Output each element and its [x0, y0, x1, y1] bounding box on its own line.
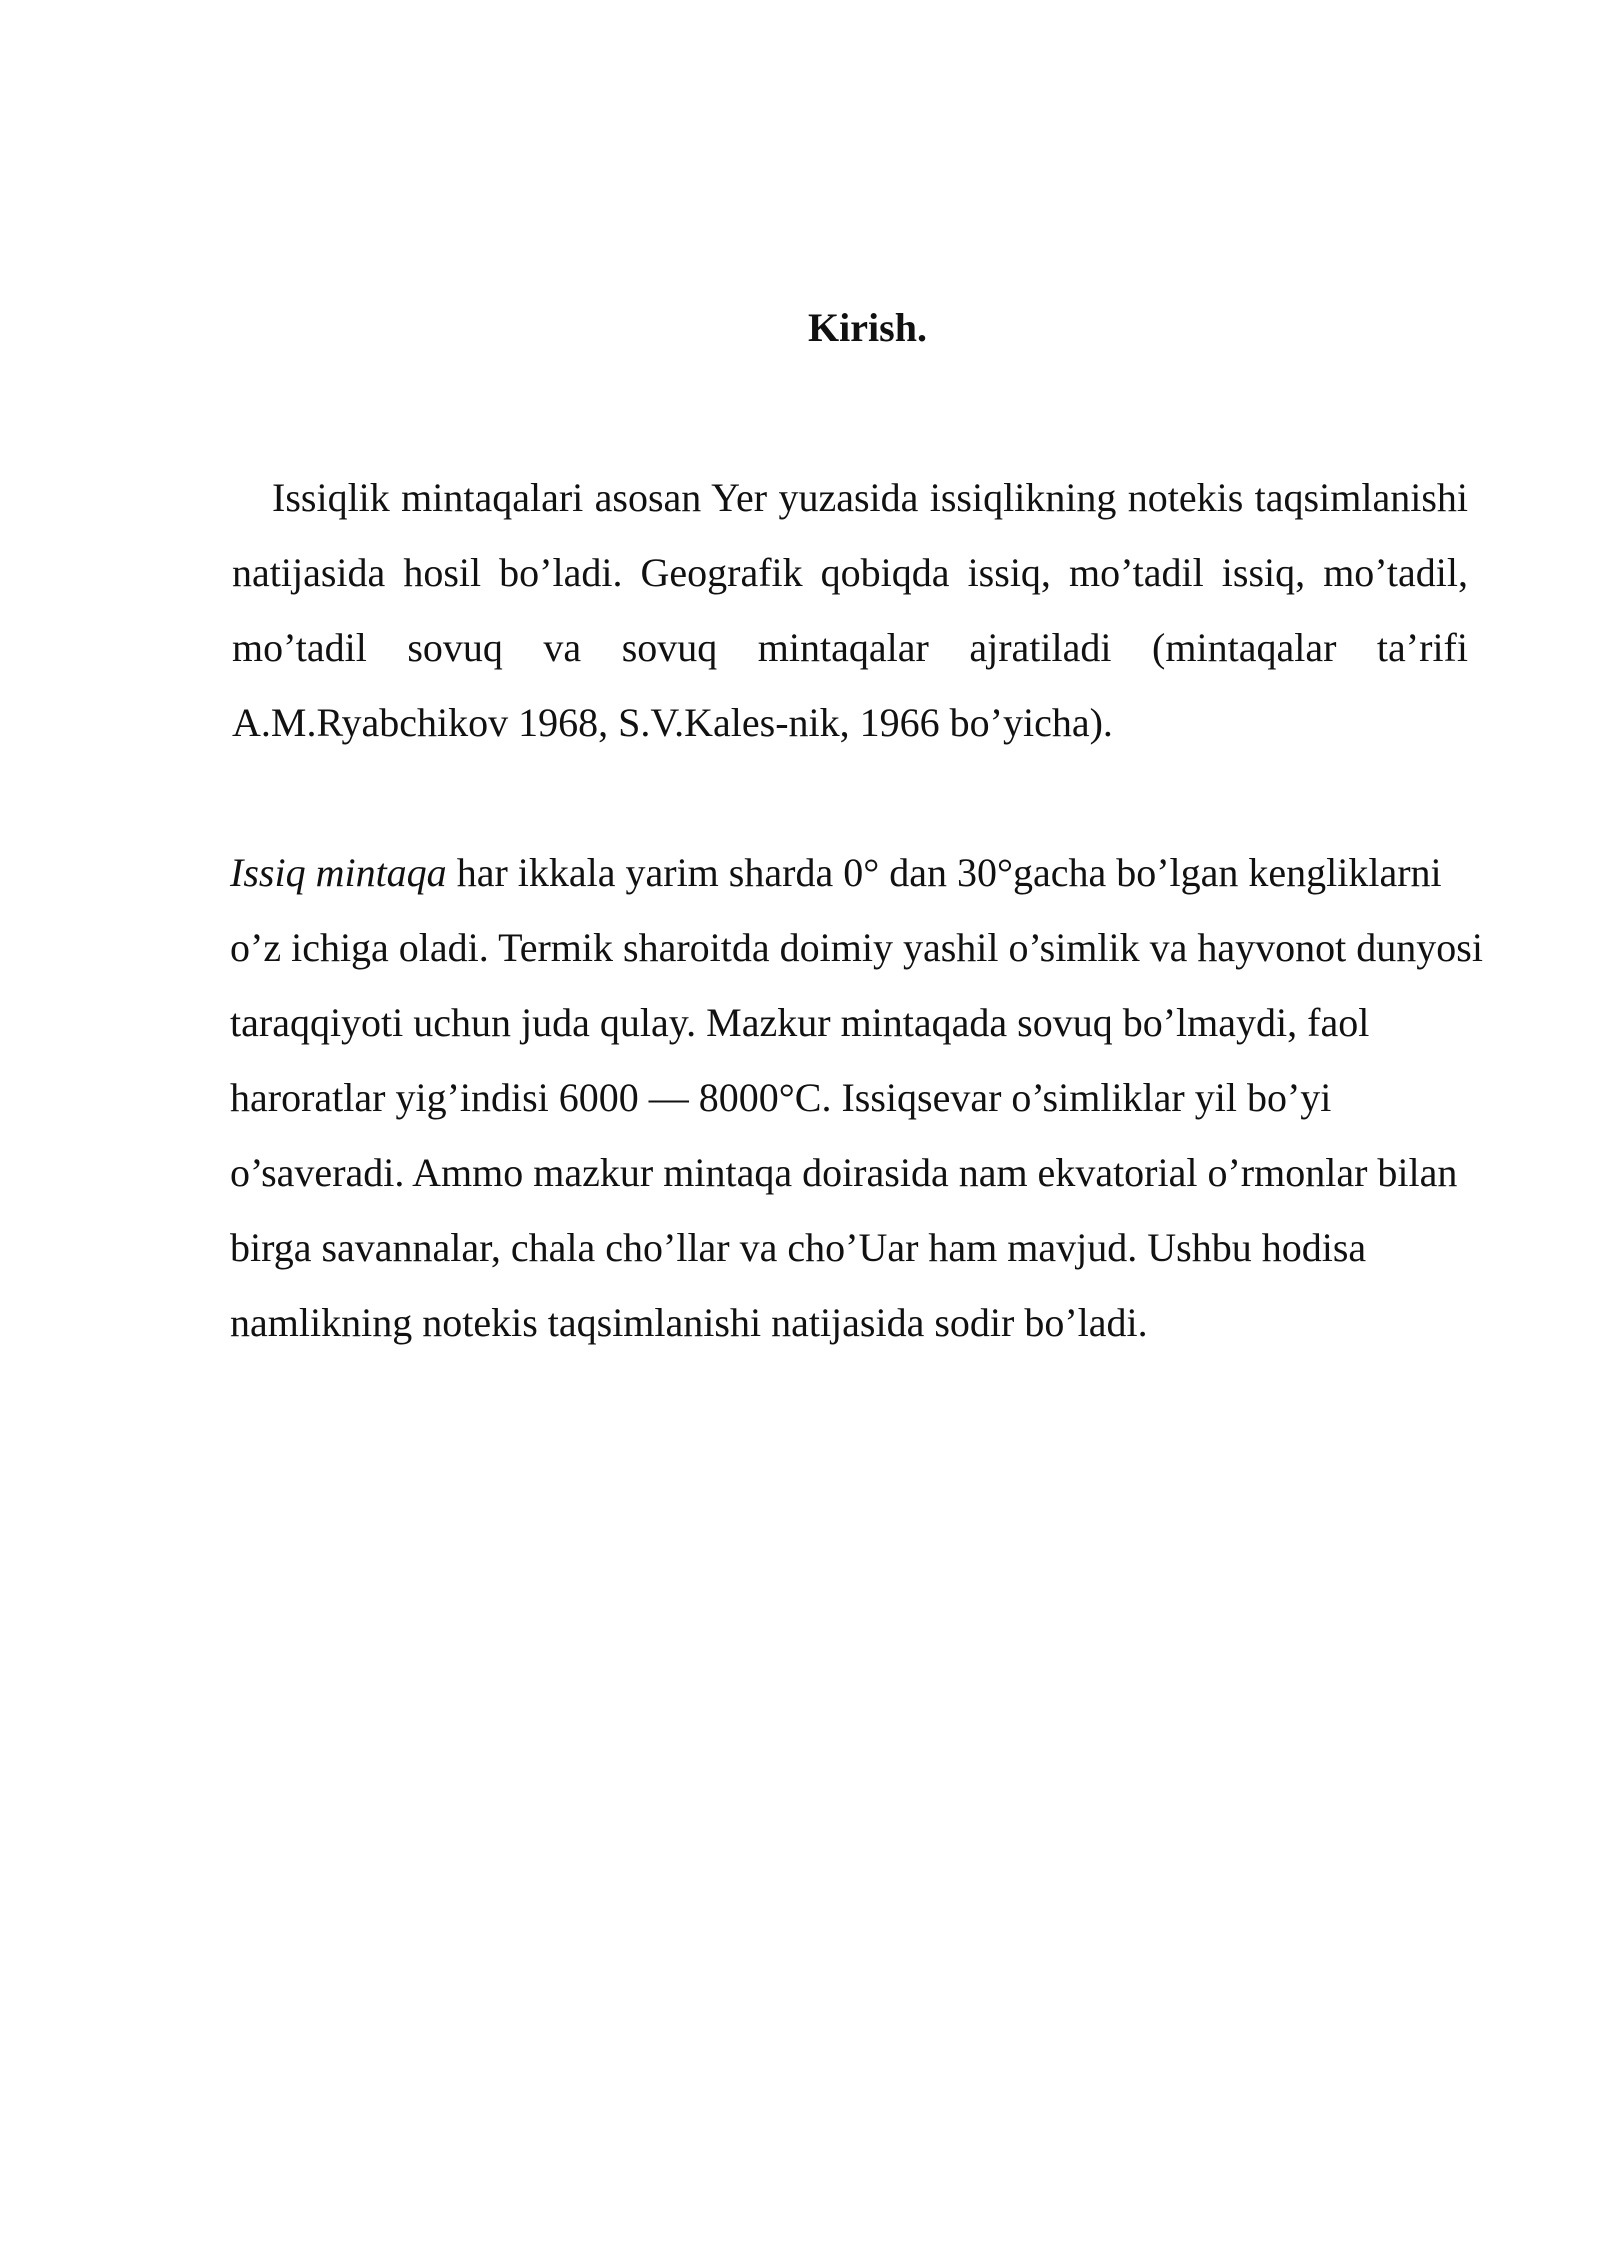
intro-paragraph: Issiqlik mintaqalari asosan Yer yuzasida issiqlikning notekis taqsimlanishi natijasida hosil bo’ladi. Geografik qobiqda issiq, mo’tadil issiq, mo’tadil, mo’tadil sovuq va sovuq mintaqalar ajratiladi (mintaqalar ta’rifi A.M.Ryabchikov 1968, S.V.Kales-nik, 1966 bo’yicha). — [232, 475, 1468, 745]
warm-zone-description: har ikkala yarim sharda 0° dan 30°gacha bo’lgan kengliklarni o’z ichiga oladi. Termik sharoitda doimiy yashil o’simlik va hayvonot dunyosi taraqqiyoti uchun juda qulay. Mazkur mintaqada sovuq bo’lmaydi, faol haroratlar yig’indisi 6000 — 8000°C. Issiqsevar o’simliklar yil bo’yi o’saveradi. Ammo mazkur mintaqa doirasida nam ekvatorial o’rmonlar bilan birga savannalar, chala cho’llar va cho’Uar ham mavjud. Ushbu hodisa namlikning notekis taqsimlanishi natijasida sodir bo’ladi. — [230, 850, 1483, 1345]
warm-zone-paragraph — [230, 835, 1500, 1360]
page-title: Kirish. — [808, 305, 927, 350]
warm-zone-term: Issiq mintaqa — [230, 850, 447, 895]
